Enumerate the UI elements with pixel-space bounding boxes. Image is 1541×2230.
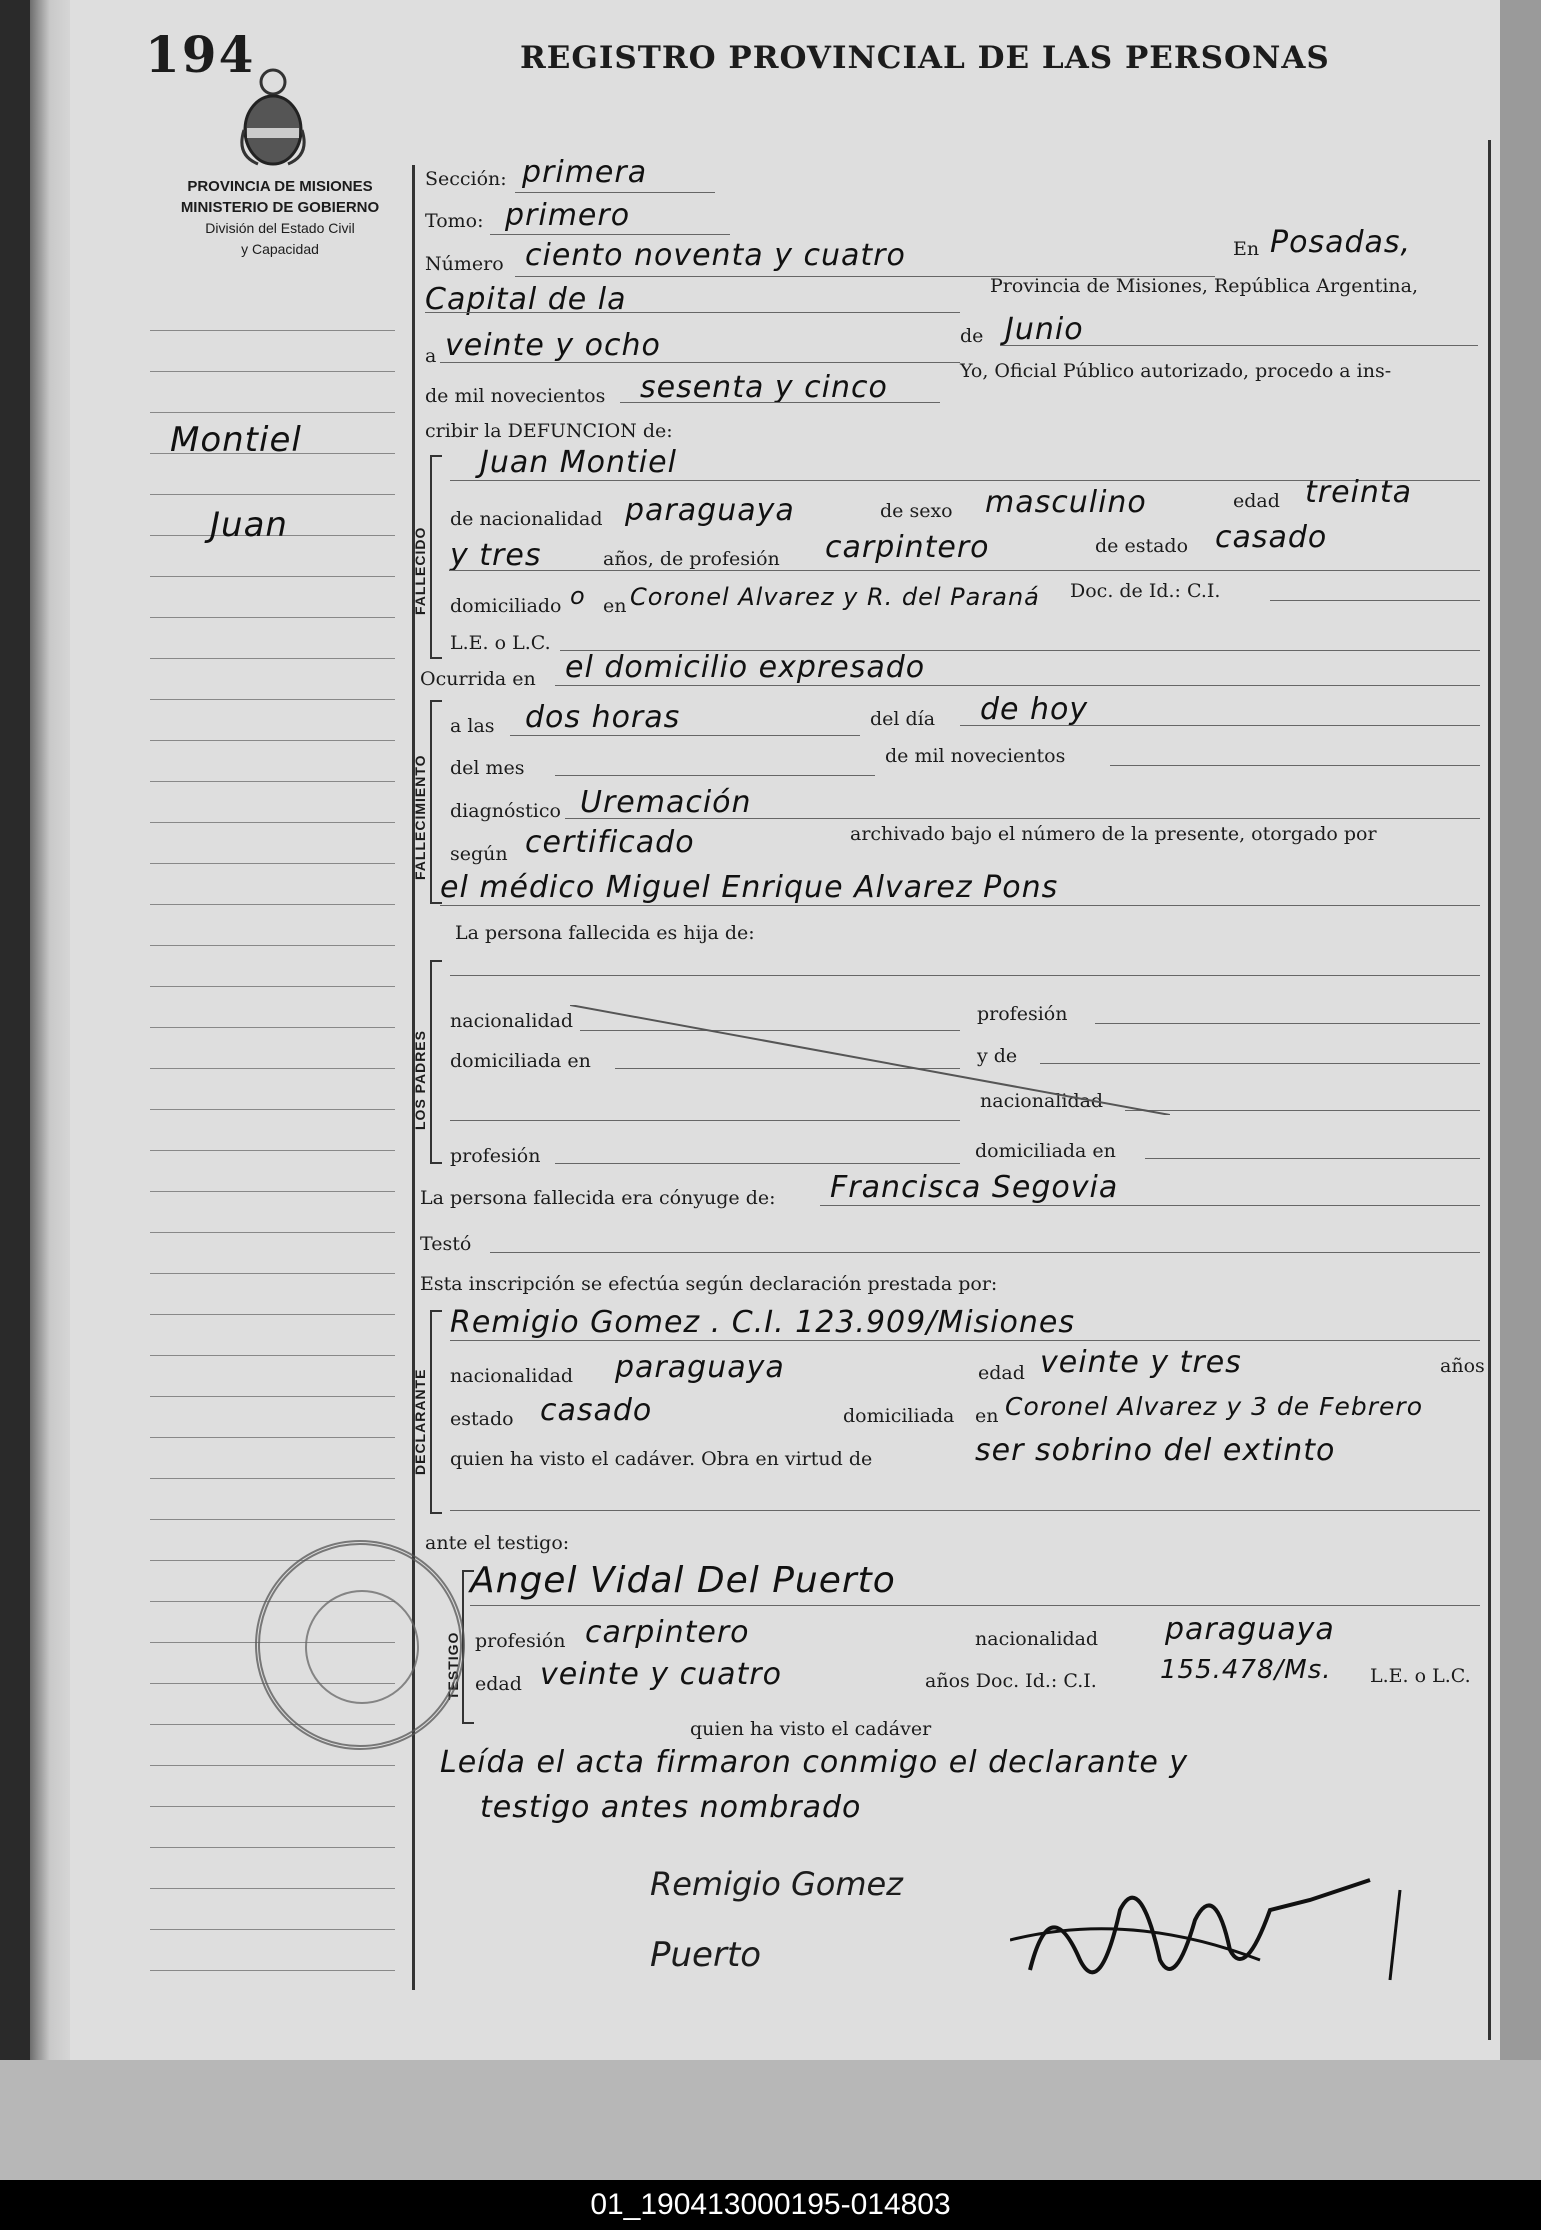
- label-edad: edad: [1233, 490, 1280, 512]
- label-numero: Número: [425, 253, 504, 275]
- margin-rule: [150, 1273, 395, 1274]
- margin-rule: [150, 371, 395, 372]
- margin-rule: [150, 658, 395, 659]
- value-declarante-obra: ser sobrino del extinto: [975, 1433, 1336, 1468]
- value-testigo-nacionalidad: paraguaya: [1165, 1612, 1335, 1647]
- margin-rule: [150, 781, 395, 782]
- page-number: 194: [145, 25, 256, 84]
- void-strike-line: [570, 1005, 1170, 1115]
- margin-rule: [150, 576, 395, 577]
- line: [450, 1120, 960, 1121]
- section-padres: LOS PADRES: [412, 1030, 428, 1130]
- value-medico: el médico Miguel Enrique Alvarez Pons: [440, 870, 1059, 905]
- label-testigo-profesion: profesión: [475, 1630, 566, 1652]
- label-mil-novecientos: de mil novecientos: [425, 385, 606, 407]
- margin-rule: [150, 1355, 395, 1356]
- label-declarante-domiciliada: domiciliada: [843, 1405, 955, 1427]
- section-fallecimiento: FALLECIMIENTO: [412, 754, 428, 880]
- line: [510, 735, 860, 736]
- margin-rule: [150, 1150, 395, 1151]
- line: [960, 725, 1480, 726]
- margin-rule: [150, 330, 395, 331]
- value-nacionalidad: paraguaya: [625, 493, 795, 528]
- office-line3: División del Estado Civil: [205, 220, 355, 236]
- office-line2: MINISTERIO DE GOBIERNO: [180, 199, 380, 216]
- line: [450, 1510, 1480, 1511]
- value-domicilio-o: o: [570, 582, 586, 610]
- label-sexo: de sexo: [880, 500, 953, 522]
- label-del-dia: del día: [870, 708, 936, 730]
- label-le: L.E. o L.C.: [450, 632, 551, 654]
- label-testigo-edad: edad: [475, 1673, 522, 1695]
- line: [555, 775, 875, 776]
- line: [1110, 765, 1480, 766]
- value-profesion: carpintero: [825, 530, 990, 565]
- value-dia: veinte y ocho: [445, 328, 661, 363]
- label-y-de: y de: [977, 1045, 1018, 1067]
- label-anos-profesion: años, de profesión: [603, 548, 780, 570]
- value-declarante-edad: veinte y tres: [1040, 1345, 1242, 1380]
- label-conyuge: La persona fallecida era cónyuge de:: [420, 1187, 776, 1209]
- closing-line-2: testigo antes nombrado: [480, 1790, 862, 1825]
- line: [1270, 600, 1480, 601]
- signature-testigo: Puerto: [650, 1935, 762, 1975]
- margin-rule: [150, 1806, 395, 1807]
- margin-rule: [150, 1519, 395, 1520]
- bracket-declarante: [430, 1310, 442, 1514]
- label-provincia: Provincia de Misiones, República Argentina,: [990, 275, 1419, 297]
- label-testigo-quien: quien ha visto el cadáver: [690, 1718, 932, 1740]
- value-diagnostico: Uremación: [580, 785, 752, 820]
- bracket-padres: [430, 960, 442, 1164]
- value-conyuge: Francisca Segovia: [830, 1170, 1119, 1205]
- label-ocurrida: Ocurrida en: [420, 668, 536, 690]
- line: [555, 685, 1480, 686]
- value-testigo-edad: veinte y cuatro: [540, 1657, 782, 1692]
- label-nacionalidad: de nacionalidad: [450, 508, 603, 530]
- label-declarante-estado: estado: [450, 1408, 514, 1430]
- margin-rule: [150, 1027, 395, 1028]
- label-testigo-doc: años Doc. Id.: C.I.: [925, 1670, 1097, 1692]
- value-mes: Junio: [1005, 312, 1084, 347]
- margin-rule: [150, 904, 395, 905]
- label-anos: años: [1440, 1355, 1485, 1377]
- label-inscripcion: Esta inscripción se efectúa según declaración prestada por:: [420, 1273, 998, 1295]
- official-seal-stamp: [255, 1540, 465, 1750]
- section-fallecido: FALLECIDO: [412, 526, 428, 615]
- margin-rule: [150, 1109, 395, 1110]
- label-yo: Yo, Oficial Público autorizado, procedo a ins-: [960, 360, 1392, 382]
- label-del-mes: del mes: [450, 757, 525, 779]
- value-testigo: Angel Vidal Del Puerto: [470, 1560, 896, 1601]
- bracket-fallecido: [430, 455, 442, 659]
- label-a: a: [425, 345, 437, 367]
- label-padre-domiciliada: domiciliada en: [450, 1050, 591, 1072]
- office-header: [150, 176, 410, 260]
- line: [425, 312, 960, 313]
- label-seccion: Sección:: [425, 168, 507, 190]
- label-domiciliado: domiciliado: [450, 595, 562, 617]
- line: [440, 905, 1480, 906]
- label-padre-profesion: profesión: [977, 1003, 1068, 1025]
- label-en-domicilio: en: [603, 595, 627, 617]
- margin-given-name: Juan: [210, 505, 288, 545]
- section-testigo: TESTIGO: [445, 1631, 461, 1700]
- label-doc: Doc. de Id.: C.I.: [1070, 580, 1221, 602]
- margin-rule: [150, 863, 395, 864]
- coat-of-arms-icon: [238, 60, 308, 170]
- value-dia-fallecimiento: de hoy: [980, 692, 1089, 727]
- value-testigo-ci: 155.478/Ms.: [1160, 1655, 1332, 1685]
- line: [450, 570, 1480, 571]
- official-signature: [1010, 1850, 1430, 2010]
- line: [515, 192, 715, 193]
- value-edad2: y tres: [450, 538, 542, 573]
- margin-rule: [150, 1929, 395, 1930]
- margin-rule: [150, 617, 395, 618]
- label-estado: de estado: [1095, 535, 1189, 557]
- label-declarante-edad: edad: [978, 1362, 1025, 1384]
- label-hija: La persona fallecida es hija de:: [455, 922, 755, 944]
- page-edge: [1500, 0, 1541, 2180]
- margin-rule: [150, 1847, 395, 1848]
- margin-rule: [150, 822, 395, 823]
- section-declarante: DECLARANTE: [412, 1368, 428, 1475]
- label-testigo-nacionalidad: nacionalidad: [975, 1628, 1099, 1650]
- line: [555, 1163, 960, 1164]
- margin-rule: [150, 1437, 395, 1438]
- label-en: En: [1233, 238, 1260, 260]
- line: [820, 1205, 1480, 1206]
- office-line1: PROVINCIA DE MISIONES: [187, 178, 373, 195]
- line: [620, 402, 940, 403]
- value-seccion: primera: [522, 155, 648, 190]
- line: [1000, 345, 1478, 346]
- value-tomo: primero: [505, 198, 631, 233]
- value-declarante-domicilio: Coronel Alvarez y 3 de Febrero: [1005, 1392, 1423, 1421]
- line: [1145, 1158, 1480, 1159]
- value-declarante: Remigio Gomez . C.I. 123.909/Misiones: [450, 1305, 1075, 1340]
- value-domicilio: Coronel Alvarez y R. del Paraná: [630, 583, 1040, 611]
- label-tomo: Tomo:: [425, 210, 484, 232]
- margin-rule: [150, 1232, 395, 1233]
- label-declarante-en: en: [975, 1405, 999, 1427]
- margin-rule: [150, 1396, 395, 1397]
- margin-rule: [150, 1888, 395, 1889]
- margin-rule: [150, 986, 395, 987]
- value-sexo: masculino: [985, 485, 1147, 520]
- label-declarante-nacionalidad: nacionalidad: [450, 1365, 574, 1387]
- label-testo: Testó: [420, 1233, 472, 1255]
- margin-rule: [150, 1765, 395, 1766]
- label-madre-profesion: profesión: [450, 1145, 541, 1167]
- label-ante: ante el testigo:: [425, 1532, 570, 1554]
- label-padre-nacionalidad: nacionalidad: [450, 1010, 574, 1032]
- value-anio: sesenta y cinco: [640, 370, 888, 405]
- value-ocurrida: el domicilio expresado: [565, 650, 926, 685]
- label-testigo-le: L.E. o L.C.: [1370, 1665, 1471, 1687]
- label-a-las: a las: [450, 715, 495, 737]
- label-mil-novecientos-2: de mil novecientos: [885, 745, 1066, 767]
- label-madre-domiciliada: domiciliada en: [975, 1140, 1116, 1162]
- margin-rule: [150, 699, 395, 700]
- value-declarante-nacionalidad: paraguaya: [615, 1350, 785, 1385]
- form-border-right: [1488, 140, 1491, 2040]
- value-estado: casado: [1215, 520, 1328, 555]
- margin-rule: [150, 740, 395, 741]
- line: [450, 975, 1480, 976]
- value-declarante-estado: casado: [540, 1393, 653, 1428]
- value-hora: dos horas: [525, 700, 681, 735]
- label-cribir: cribir la DEFUNCION de:: [425, 420, 673, 442]
- label-madre-nacionalidad: nacionalidad: [980, 1090, 1104, 1112]
- line: [1125, 1110, 1480, 1111]
- closing-line-1: Leída el acta firmaron conmigo el declarante y: [440, 1745, 1189, 1780]
- line: [490, 234, 730, 235]
- line: [440, 362, 960, 363]
- margin-surname: Montiel: [170, 420, 302, 460]
- value-capital: Capital de la: [425, 282, 627, 317]
- margin-rule: [150, 1191, 395, 1192]
- page-title: REGISTRO PROVINCIAL DE LAS PERSONAS: [520, 40, 1330, 76]
- margin-rule: [150, 1970, 395, 1971]
- value-testigo-profesion: carpintero: [585, 1615, 750, 1650]
- table-surface: [0, 2060, 1541, 2180]
- margin-rule: [150, 1314, 395, 1315]
- signature-declarante: Remigio Gomez: [650, 1865, 903, 1903]
- value-edad1: treinta: [1305, 475, 1413, 510]
- margin-rule: [150, 494, 395, 495]
- book-spine: [0, 0, 30, 2060]
- margin-rule: [150, 1068, 395, 1069]
- label-segun: según: [450, 843, 508, 865]
- label-diagnostico: diagnóstico: [450, 800, 561, 822]
- line: [470, 1605, 1480, 1606]
- value-nombre: Juan Montiel: [480, 445, 677, 480]
- margin-rule: [150, 1478, 395, 1479]
- line: [565, 818, 1480, 819]
- line: [490, 1252, 1480, 1253]
- image-id-footer: 01_190413000195-014803: [0, 2180, 1541, 2230]
- value-lugar: Posadas,: [1270, 225, 1412, 260]
- margin-rule: [150, 945, 395, 946]
- margin-rule: [150, 412, 395, 413]
- value-segun: certificado: [525, 825, 695, 860]
- line: [450, 1340, 1480, 1341]
- label-archivado: archivado bajo el número de la presente, otorgado por: [850, 823, 1377, 845]
- label-de: de: [960, 325, 984, 347]
- label-declarante-quien: quien ha visto el cadáver. Obra en virtud de: [450, 1448, 873, 1470]
- value-numero: ciento noventa y cuatro: [525, 238, 906, 273]
- office-line4: y Capacidad: [241, 241, 319, 257]
